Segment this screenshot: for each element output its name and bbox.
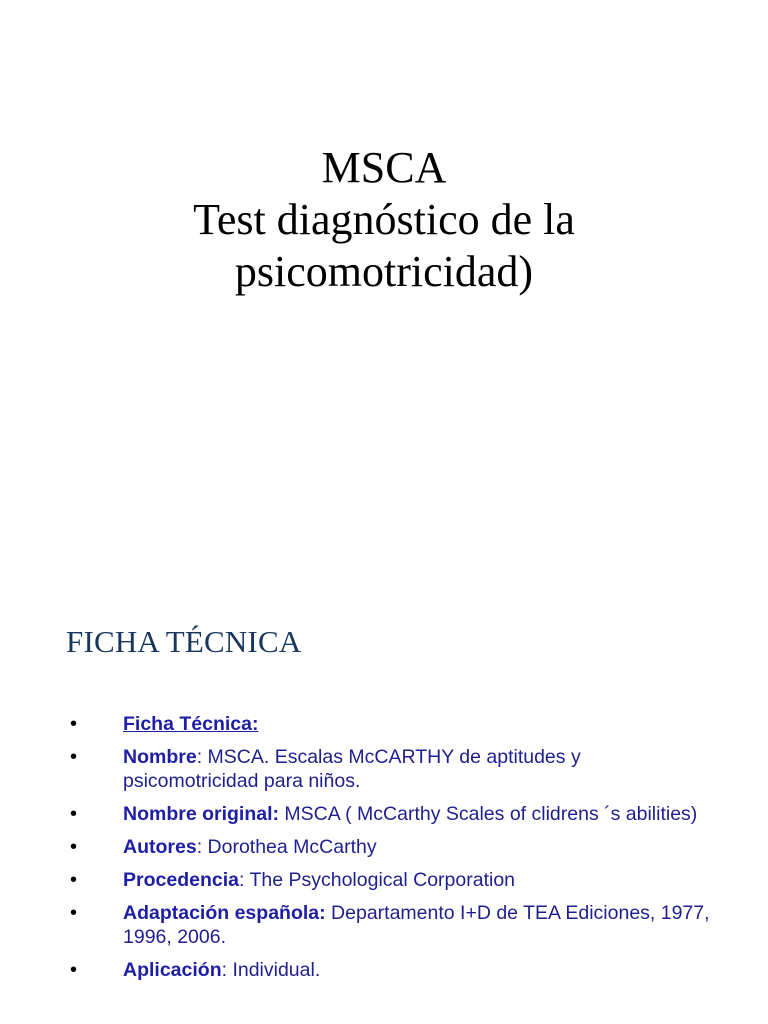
- list-item-procedencia: [66, 868, 716, 892]
- ficha-tecnica-slide: [0, 576, 768, 1024]
- list-item-aplicacion: [66, 958, 716, 982]
- bullet-icon: •: [70, 803, 78, 825]
- bullet-icon: •: [70, 836, 78, 858]
- list-item-autores: [66, 835, 716, 859]
- item-text: : MSCA. Escalas McCARTHY de aptitudes y psicomotricidad para niños.: [123, 746, 581, 792]
- bullet-icon: •: [70, 869, 78, 891]
- item-label: Autores: [123, 836, 197, 858]
- item-label: Procedencia: [123, 869, 239, 891]
- section-heading: FICHA TÉCNICA: [66, 624, 302, 659]
- item-text: Departamento I+D de TEA Ediciones, 1977, 1996, 2006.: [123, 902, 710, 948]
- item-label: Adaptación española:: [123, 902, 326, 924]
- list-item-nombre-original: [66, 802, 716, 826]
- item-text: MSCA ( McCarthy Scales of clidrens ´s abilities): [279, 803, 698, 825]
- bullet-icon: •: [70, 746, 78, 768]
- ficha-tecnica-link[interactable]: Ficha Técnica:: [123, 713, 259, 735]
- bullet-icon: •: [70, 713, 78, 735]
- list-item-nombre: [66, 745, 716, 793]
- bullet-list: [66, 712, 716, 991]
- bullet-icon: •: [70, 902, 78, 924]
- title-line-3: psicomotricidad): [234, 247, 534, 296]
- item-text: : Individual.: [221, 959, 321, 981]
- item-text: : The Psychological Corporation: [238, 869, 516, 891]
- title-line-1: MSCA: [321, 143, 447, 192]
- slide-title: [0, 142, 768, 298]
- bullet-icon: •: [70, 959, 78, 981]
- item-label: Nombre: [123, 746, 197, 768]
- list-item-ficha: [66, 712, 716, 736]
- list-item-adaptacion: [66, 901, 716, 949]
- item-label: Aplicación: [123, 959, 222, 981]
- item-label: Nombre original:: [123, 803, 280, 825]
- title-line-2: Test diagnóstico de la: [193, 195, 575, 244]
- item-text: : Dorothea McCarthy: [196, 836, 377, 858]
